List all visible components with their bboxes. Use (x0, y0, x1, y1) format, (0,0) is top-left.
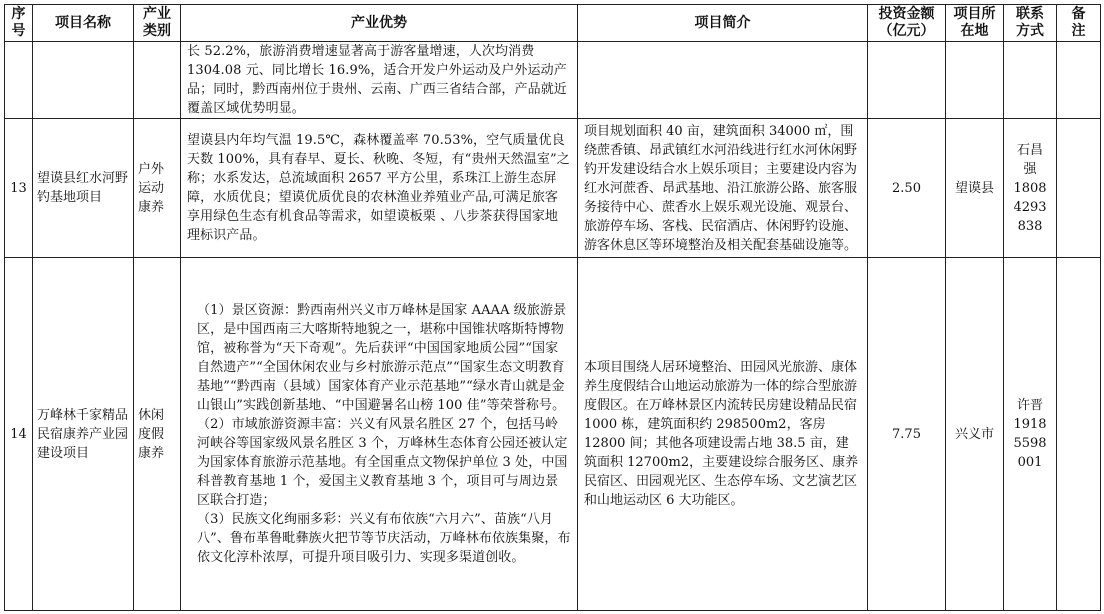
cell-contact (1004, 42, 1057, 119)
advantage-paragraph: （3）民族文化绚丽多彩：兴义有布依族“六月六”、苗族“八月八”、鲁布革鲁毗彝族火把节等节庆活动，万峰林布依族集聚，布依文化淳朴浓厚，可提升项目吸引力、实现多渠道创收。 (197, 512, 571, 565)
header-advantage: 产业优势 (181, 5, 578, 42)
cell-name: 望谟县红水河野钓基地项目 (33, 119, 134, 258)
header-contact: 联系 方式 (1004, 5, 1057, 42)
table-row (5, 42, 1101, 119)
cell-remark (1057, 258, 1101, 611)
cell-intro: 项目规划面积 40 亩，建筑面积 34000 ㎡，围绕蔗香镇、昂武镇红水河沿线进行红水河休闲野钓开发建设结合水上娱乐项目；主要建设内容为红水河蔗香、昂武基地、沿江旅游公路、旅客服务接待中心、蔗香水上娱乐观光设施、观景台、旅游停车场、客栈、民宿酒店、休闲野钓设施、游客休息区等环境整治及相关配套基础设施等。 (578, 119, 868, 258)
cell-contact: 许晋 1918 5598 001 (1004, 258, 1057, 611)
header-name: 项目名称 (33, 5, 134, 42)
header-investment: 投资金额 （亿元） (868, 5, 946, 42)
project-table (4, 4, 1101, 611)
cell-name (33, 42, 134, 119)
advantage-paragraph: （2）市域旅游资源丰富：兴义有风景名胜区 27 个，包括马岭河峡谷等国家级风景名胜区 3 个，万峰林生态体育公园还被认定为国家体育旅游示范基地。有全国重点文物保护单位 3 处，中国科普教育基地 1 个，爱国主义教育基地 3 个，项目可与周边景区联合打造； (197, 417, 568, 508)
cell-location: 望谟县 (946, 119, 1004, 258)
cell-seq: 14 (5, 258, 33, 611)
header-seq: 序 号 (5, 5, 33, 42)
cell-investment (868, 42, 946, 119)
advantage-paragraph: （1）景区资源：黔西南州兴义市万峰林是国家 AAAA 级旅游景区，是中国西南三大喀斯特地貌之一，堪称中国锥状喀斯特博物馆，被称誉为“天下奇观”。先后获评“中国国家地质公园”“国家自然遗产”“全国休闲农业与乡村旅游示范点”“国家生态文明教育基地”“黔西南（县域）国家体育产业示范基地”“绿水青山就是金山银山”实践创新基地、“中国避暑名山榜 100 佳”等荣誉称号。 (197, 303, 567, 413)
cell-location (946, 42, 1004, 119)
cell-category: 休闲度假康养 (134, 258, 181, 611)
cell-location: 兴义市 (946, 258, 1004, 611)
cell-intro (578, 42, 868, 119)
cell-category (134, 42, 181, 119)
cell-investment: 2.50 (868, 119, 946, 258)
header-location: 项目所 在地 (946, 5, 1004, 42)
cell-advantage (181, 258, 578, 611)
cell-remark (1057, 119, 1101, 258)
header-category: 产业 类别 (134, 5, 181, 42)
table-row (5, 119, 1101, 258)
cell-intro: 本项目围绕人居环境整治、田园风光旅游、康体养生度假结合山地运动旅游为一体的综合型旅游度假区。在万峰林景区内流转民房建设精品民宿 1000 栋，建筑面积约 298500m2，客房 12800 间；其他各项建设需占地 38.5 亩，建筑面积 12700m2，主要建设综合服务区、康养民宿区、田园观光区、生态停车场、文艺演艺区和山地运动区 6 大功能区。 (578, 258, 868, 611)
cell-seq: 13 (5, 119, 33, 258)
cell-seq (5, 42, 33, 119)
cell-investment: 7.75 (868, 258, 946, 611)
header-intro: 项目简介 (578, 5, 868, 42)
cell-advantage: 长 52.2%，旅游消费增速显著高于游客量增速，人次均消费 1304.08 元、同比增长 16.9%，适合开发户外运动及户外运动产品；同时，黔西南州位于贵州、云南、广西三省结合部，产品就近覆盖区域优势明显。 (181, 42, 578, 119)
header-remark: 备 注 (1057, 5, 1101, 42)
cell-remark (1057, 42, 1101, 119)
cell-category: 户外运动康养 (134, 119, 181, 258)
cell-name: 万峰林千家精品民宿康养产业园建设项目 (33, 258, 134, 611)
cell-contact: 石昌 强 1808 4293 838 (1004, 119, 1057, 258)
cell-advantage: 望谟县内年均气温 19.5℃，森林覆盖率 70.53%，空气质量优良天数 100%，具有春早、夏长、秋晚、冬短，有“贵州天然温室”之称；水系发达，总流域面积 2657 平方公里，系珠江上游生态屏障，水质优良；望谟优质优良的农林渔业养殖业产品,可满足旅客享用绿色生态有机食品等需求，如望谟板栗 、八步茶获得国家地理标识产品。 (181, 119, 578, 258)
table-row (5, 258, 1101, 611)
project-table-container (4, 4, 1101, 611)
header-row (5, 5, 1101, 42)
